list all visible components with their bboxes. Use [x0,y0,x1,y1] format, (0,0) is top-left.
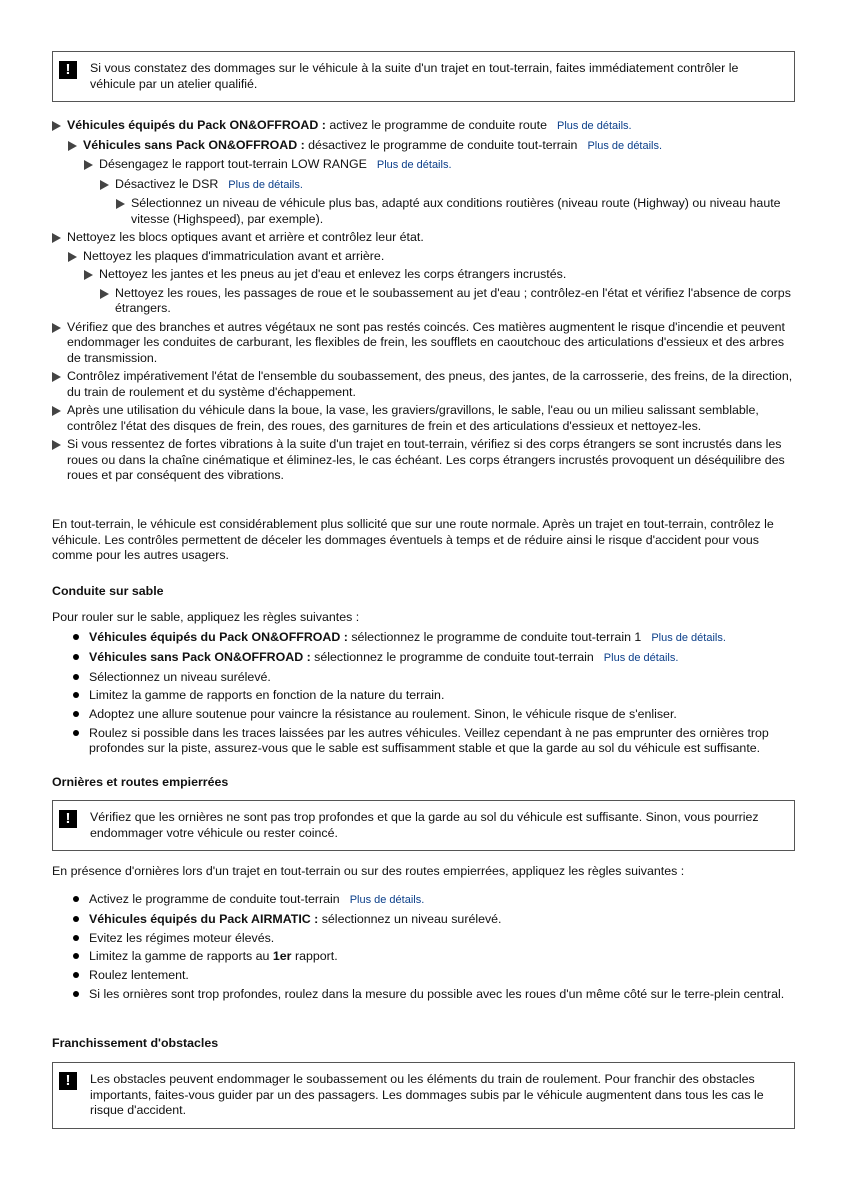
arrow-icon [52,121,61,131]
item-text: rapport. [291,949,338,964]
list-item [70,650,800,667]
bullet-icon [73,654,79,660]
item-text: Si les ornières sont trop profondes, roulez dans la mesure du possible avec les roues d'un même côté sur le terre-plein central. [89,986,785,1001]
arrow-icon [52,233,61,243]
step-item [68,138,800,155]
arrow-icon [68,141,77,151]
step-item [52,437,800,484]
step-text: Sélectionnez un niveau de véhicule plus bas, adapté aux conditions routières (niveau route (Highway) ou niveau haute vitesse (Highspeed), par exemple). [131,196,781,226]
item-text: Adoptez une allure soutenue pour vaincre la résistance au roulement. Sinon, le véhicule risque de s'enliser. [89,707,677,722]
item-bold: Véhicules sans Pack ON&OFFROAD : [89,649,311,664]
item-text: sélectionnez le programme de conduite tout-terrain 1 [347,630,642,644]
step-text: Désactivez le DSR [115,176,219,191]
section-heading-ruts: Ornières et routes empierrées [52,775,229,789]
step-item [84,157,800,174]
details-link[interactable]: Plus de détails. [651,632,726,644]
list-item [70,987,800,1003]
exclamation-icon: ! [59,1072,77,1090]
cleanup-step-list [52,118,800,487]
list-item [70,707,800,723]
arrow-icon [116,199,125,209]
warning-text: Vérifiez que les ornières ne sont pas trop profondes et que la garde au sol du véhicule est suffisante. Sinon, vous pourriez endommager votre véhicule ou rester coincé. [90,810,759,840]
step-text: désactivez le programme de conduite tout-terrain [304,137,578,152]
sand-bullet-list [70,630,800,760]
arrow-icon [52,406,61,416]
details-link[interactable]: Plus de détails. [228,178,303,191]
step-text: Contrôlez impérativement l'état de l'ensemble du soubassement, des pneus, des jantes, de la carrosserie, des freins, de la direction, du train de roulement et du système d'échappement. [67,369,793,399]
item-bold: Véhicules équipés du Pack ON&OFFROAD : [89,630,348,644]
warning-text: Les obstacles peuvent endommager le soubassement ou les éléments du train de roulement. Pour franchir des obstacles importants, faites-vous guider par un des passagers. Les dommages subis par le véhicule augmentent dans tous les cas le risque d'accident. [90,1072,764,1117]
step-text: Nettoyez les blocs optiques avant et arrière et contrôlez leur état. [67,230,424,244]
step-text: Si vous ressentez de fortes vibrations à la suite d'un trajet en tout-terrain, vérifiez si des corps étrangers se sont incrustés dans les roues ou dans la chaîne cinématique et éliminez-les, le cas échéant. Les corps étrangers incrustés provoquent un déséquilibre des roues et par conséquent des vibrations. [67,437,785,482]
item-text: Roulez lentement. [89,968,189,983]
arrow-icon [52,440,61,450]
item-text: sélectionnez un niveau surélevé. [318,911,502,926]
list-item [70,688,800,704]
ruts-bullet-list [70,892,800,1006]
step-item [52,403,800,434]
step-text: activez le programme de conduite route [325,118,547,132]
exclamation-icon: ! [59,810,77,828]
step-bold: Véhicules équipés du Pack ON&OFFROAD : [67,118,326,132]
warning-box [52,51,795,102]
item-text: Evitez les régimes moteur élevés. [89,930,275,945]
list-item [70,670,800,686]
details-link[interactable]: Plus de détails. [603,651,679,664]
bullet-icon [73,896,79,902]
details-link[interactable]: Plus de détails. [349,894,425,906]
step-item [52,320,800,367]
bullet-icon [73,711,79,717]
list-item [70,968,800,984]
bullet-icon [73,674,79,680]
arrow-icon [84,160,93,170]
bullet-icon [73,972,79,978]
warning-text: Si vous constatez des dommages sur le véhicule à la suite d'un trajet en tout-terrain, faites immédiatement contrôler le véhicule par un atelier qualifié. [90,61,739,91]
details-link[interactable]: Plus de détails. [587,139,663,152]
bullet-icon [73,730,79,736]
step-item [68,249,800,265]
list-item [70,949,800,965]
item-bold: Véhicules équipés du Pack AIRMATIC : [89,911,319,926]
item-text: Sélectionnez un niveau surélevé. [89,669,271,684]
arrow-icon [52,372,61,382]
bullet-icon [73,935,79,941]
item-text: Limitez la gamme de rapports en fonction de la nature du terrain. [89,688,445,703]
item-bold: 1er [272,949,292,964]
step-text: Désengagez le rapport tout-terrain LOW RANGE [99,157,367,171]
list-item [70,726,800,757]
step-item [52,369,800,400]
intro-paragraph: En tout-terrain, le véhicule est considérablement plus sollicité que sur une route normale. Après un trajet en tout-terrain, contrôlez le véhicule. Les contrôles permettent de déceler les dommages éventuels à temps et de réduire ainsi le risque d'accident pour vous comme pour les autres usagers. [52,517,774,562]
step-item [116,196,800,227]
list-item [70,931,800,947]
arrow-icon [84,270,93,280]
step-text: Nettoyez les plaques d'immatriculation avant et arrière. [83,248,385,263]
step-item [52,118,800,135]
item-text: Activez le programme de conduite tout-terrain [89,892,340,906]
step-text: Nettoyez les roues, les passages de roue et le soubassement au jet d'eau ; contrôlez-en l'état et vérifiez l'absence de corps étrangers. [115,285,791,315]
bullet-icon [73,991,79,997]
step-text: Nettoyez les jantes et les pneus au jet d'eau et enlevez les corps étrangers incrustés. [99,267,567,281]
bullet-icon [73,692,79,698]
step-item [100,286,800,317]
item-pre: Limitez la gamme de rapports au [89,949,273,964]
item-text: Roulez si possible dans les traces laissées par les autres véhicules. Veillez cependant à ne pas emprunter des ornières trop profondes sur la piste, assurez-vous que le sable est suffisamment stable et que la garde au sol du véhicule est suffisante. [89,725,769,756]
bullet-icon [73,916,79,922]
arrow-icon [68,252,77,262]
details-link[interactable]: Plus de détails. [556,120,632,132]
step-text: Après une utilisation du véhicule dans la boue, la vase, les graviers/gravillons, le sable, l'eau ou un milieu salissant semblable, contrôlez l'état des disques de frein, des roues, des garnitures de frein et des articulations d'essieux et nettoyez-les. [67,403,759,433]
item-text: sélectionnez le programme de conduite tout-terrain [310,649,594,664]
exclamation-icon: ! [59,61,77,79]
step-item [100,177,800,194]
bullet-icon [73,634,79,640]
sand-lead: Pour rouler sur le sable, appliquez les règles suivantes : [52,610,360,624]
warning-box [52,1062,795,1129]
section-heading-obstacles: Franchissement d'obstacles [52,1036,219,1050]
list-item [70,630,800,647]
list-item [70,892,800,909]
step-text: Vérifiez que des branches et autres végétaux ne sont pas restés coincés. Ces matières augmentent le risque d'incendie et peuvent endommager les conduites de carburant, les flexibles de frein, les soufflets en caoutchouc des articulations d'essieux et des arbres de transmission. [67,319,786,365]
step-bold: Véhicules sans Pack ON&OFFROAD : [83,137,305,152]
bullet-icon [73,953,79,959]
step-item [52,230,800,246]
step-item [84,267,800,283]
list-item [70,912,800,928]
details-link[interactable]: Plus de détails. [376,159,452,171]
ruts-lead: En présence d'ornières lors d'un trajet en tout-terrain ou sur des routes empierrées, appliquez les règles suivantes : [52,864,685,878]
arrow-icon [100,180,109,190]
arrow-icon [52,323,61,333]
arrow-icon [100,289,109,299]
section-heading-sand: Conduite sur sable [52,584,164,598]
warning-box [52,800,795,851]
